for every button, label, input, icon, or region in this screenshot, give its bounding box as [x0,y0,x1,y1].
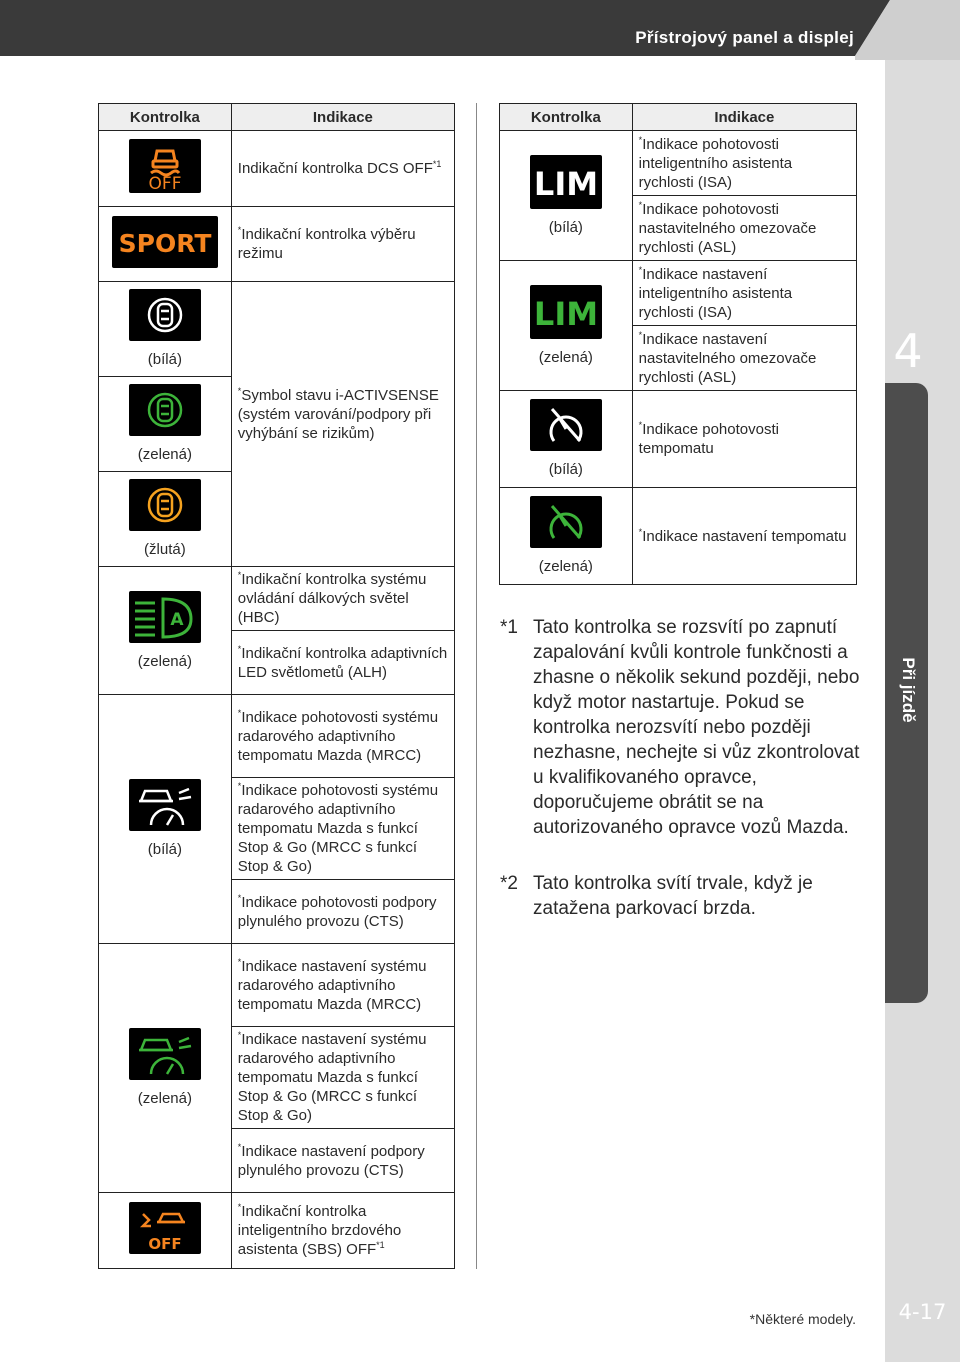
page-header [0,0,960,60]
table-cell-text: *Indikace pohotovosti tempomatu [632,391,856,488]
table-cell-icon: (žlutá) [99,472,232,567]
lim-white-icon [530,155,602,209]
column-divider [476,103,477,1269]
mrcc-green-icon [129,1028,201,1080]
i-activsense-yellow-icon [129,479,201,531]
table-cell-icon: A (zelená) [99,567,232,695]
indicator-table-left [98,103,455,1269]
col-header-kontrolka: Kontrolka [99,104,232,131]
table-cell-icon: LIM (bílá) [500,131,633,261]
page-number: 4-17 [898,1300,947,1324]
table-cell-text: *Indikace nastavení podpory plynulého provozu (CTS) [231,1129,454,1193]
table-cell-text: *Indikace nastavení tempomatu [632,488,856,585]
chapter-number: 4 [893,324,923,378]
table-cell-text: *Indikační kontrolka systému ovládání dálkových světel (HBC) [231,567,454,631]
table-cell-text: *Indikace nastavení inteligentního asistenta rychlosti (ISA) [632,261,856,326]
sport-icon [112,216,218,268]
table-cell-text: *Indikace pohotovosti systému radarového adaptivního tempomatu Mazda (MRCC) [231,695,454,778]
svg-text:A: A [170,609,184,630]
col-header-indikace: Indikace [632,104,856,131]
table-cell-icon: (bílá) [99,282,232,377]
table-cell-text: *Indikace pohotovosti systému radarového adaptivního tempomatu Mazda s funkcí Stop & Go (MRCC s funkcí Stop & Go) [231,778,454,880]
table-cell-icon [99,207,232,282]
footnote-2: *2 Tato kontrolka svítí trvale, když je zatažena parkovací brzda. [500,873,813,919]
svg-text:OFF: OFF [148,1235,182,1253]
table-cell-text: *Indikační kontrolka výběru režimu [231,207,454,282]
table-cell-text: *Indikace nastavení nastavitelného omezovače rychlosti (ASL) [632,326,856,391]
table-cell-text: *Indikace pohotovosti inteligentního asistenta rychlosti (ISA) [632,131,856,196]
indicator-table-right [499,103,857,585]
table-cell-text: *Indikace nastavení systému radarového adaptivního tempomatu Mazda s funkcí Stop & Go (MRCC s funkcí Stop & Go) [231,1027,454,1129]
chapter-label: Při jízdě [899,657,918,723]
col-header-kontrolka: Kontrolka [500,104,633,131]
col-header-indikace: Indikace [231,104,454,131]
sbs-off-icon [129,1202,201,1254]
table-cell-text: *Indikace nastavení systému radarového adaptivního tempomatu Mazda (MRCC) [231,944,454,1027]
footer-note: *Některé modely. [749,1311,856,1327]
cruise-green-icon [530,496,602,548]
hbc-icon [129,591,201,643]
mrcc-white-icon [129,779,201,831]
table-cell-text: *Indikace pohotovosti podpory plynulého provozu (CTS) [231,880,454,944]
table-cell-icon: (bílá) [99,695,232,944]
svg-text:LIM: LIM [533,294,598,333]
table-cell-text: *Indikační kontrolka inteligentního brzdového asistenta (SBS) OFF$^{*1}$ [231,1193,454,1269]
footnote-1: *1 Tato kontrolka se rozsvítí po zapnutí zapalování kvůli kontrole funkčnosti a zhasne o několik sekund později, nebo když motor nastartuje. Pokud se kontrolka nerozsvítí nebo později nezhasne, nechejte si vůz zkontrolovat u kvalifikovaného opravce, doporučujeme obrátit se na autorizovaného opravce vozů Mazda. [500,617,860,838]
cruise-white-icon [530,399,602,451]
svg-text:OFF: OFF [148,174,182,193]
table-cell-text: *Indikační kontrolka adaptivních LED světlometů (ALH) [231,631,454,695]
table-cell-text: *Symbol stavu i-ACTIVSENSE (systém varování/podpory při vyhýbání se rizikům) [231,282,454,567]
table-cell-text: *Indikace pohotovosti nastavitelného omezovače rychlosti (ASL) [632,196,856,261]
i-activsense-white-icon [129,289,201,341]
svg-text:LIM: LIM [533,164,598,203]
lim-green-icon [530,285,602,339]
svg-text:SPORT: SPORT [118,228,212,258]
table-cell-text: Indikační kontrolka DCS OFF$^{*1}$ [231,131,454,207]
table-cell-icon: (zelená) [99,377,232,472]
table-cell-icon [99,131,232,207]
table-cell-icon: (zelená) [500,488,633,585]
i-activsense-green-icon [129,384,201,436]
header-title: Přístrojový panel a displej [635,28,854,47]
table-cell-icon [99,1193,232,1269]
dcs-off-icon [129,139,201,193]
table-cell-icon: LIM (zelená) [500,261,633,391]
table-cell-icon: (bílá) [500,391,633,488]
table-cell-icon: (zelená) [99,944,232,1193]
